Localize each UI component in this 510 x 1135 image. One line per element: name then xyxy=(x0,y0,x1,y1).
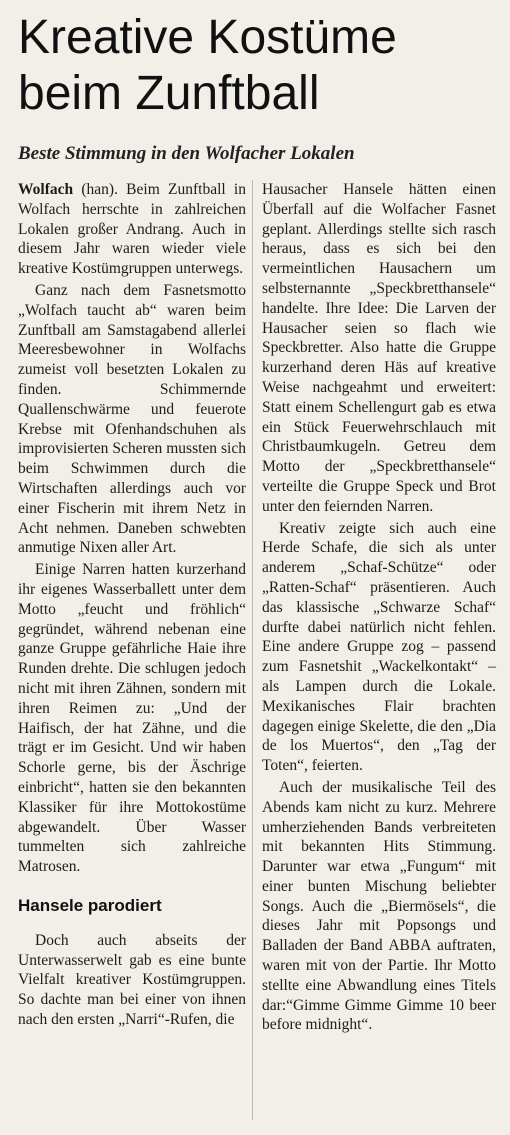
section-heading: Hansele parodiert xyxy=(18,895,162,915)
subheadline: Beste Stimmung in den Wolfacher Lokalen xyxy=(18,143,355,164)
body-paragraph: Hausacher Hansele hätten einen Überfall auf die Wolfacher Fasnet geplant. Allerdings stellte sich rasch heraus, dass es sich bei den vermeintlichen Hausachern um selbsternannte „Speckbretthansele“ handelte. Ihre Idee: Die Larven der Hausacher seien so flach wie Speckbretter. Also hatte die Gruppe kurzerhand deren Häs auf kreative Weise nachgeahmt und erweitert: Statt einem Schellengurt gab es etwa ein Stück Feuerwehrschlauch mit Christbaumkugeln. Getreu dem Motto der „Speckbretthansele“ verteilte die Gruppe Speck und Brot unter den feiernden Narren. xyxy=(262,181,496,515)
intro-text: (han). Beim Zunftball in Wolfach herrschte in zahlreichen Lokalen großer Andrang. Auch in diesem Jahr waren wieder viele kreative Kostümgruppen unterwegs. xyxy=(18,181,246,278)
body-paragraph: Doch auch abseits der Unterwasserwelt gab es eine bunte Vielfalt kreativer Kostümgruppen. So dachte man bei einer von ihnen nach den ersten „Narri“-Rufen, die xyxy=(18,931,246,1029)
body-paragraph: Ganz nach dem Fasnetsmotto „Wolfach taucht ab“ waren beim Zunftball am Samstagabend allerlei Meeresbewohner in Wolfachs zumeist voll besetzten Lokalen zu finden. Schimmernde Quallenschwärme und feuerote Krebse mit Ofenhandschuhen als improvisierten Scheren mussten sich beim Schwimmen durch die Wirtschaften allerdings auch vor einer Fischerin mit ihrem Netz in Acht nehmen. Daneben schwebten anmutige Nixen aller Art. xyxy=(18,281,246,557)
body-paragraph: Auch der musikalische Teil des Abends kam nicht zu kurz. Mehrere umherziehenden Bands verbreiteten mit bekannten Hits Stimmung. Darunter war etwa „Fungum“ mit einer bunten Mischung beliebter Songs. Auch die „Biermösels“, die dieses Jahr mit Popsongs und Balladen der Band ABBA auftraten, waren mit von der Partie. Ihr Motto stellte eine Abwandlung eines Titels dar:“Gimme Gimme Gimme 10 beer before midnight“. xyxy=(262,778,496,1034)
column-divider xyxy=(252,180,253,1120)
headline: Kreative Kostüme beim Zunftball xyxy=(18,11,397,120)
left-column xyxy=(18,180,246,1030)
dateline: Wolfach xyxy=(18,181,74,198)
body-paragraph: Einige Narren hatten kurzerhand ihr eigenes Wasserballett unter dem Motto „feucht und fröhlich“ gegründet, während nebenan eine ganze Gruppe gefährliche Haie ihre Runden drehte. Die schlugen jedoch nicht mit ihren Zähnen, sondern mit ihren Reimen zu: „Und der Haifisch, der hat Zähne, und die trägt er im Gesicht. Und wir haben Schorle gerne, bis der Äschrige einbricht“, hatten sie den bekannten Klassiker für ihre Mottokostüme abgewandelt. Über Wasser tummelten sich zahlreiche Matrosen. xyxy=(18,561,246,876)
body-paragraph: Kreativ zeigte sich auch eine Herde Schafe, die sich als unter anderem „Schaf-Schütze“ oder „Ratten-Schaf“ präsentieren. Auch das klassische „Schwarze Schaf“ durfte dabei natürlich nicht fehlen. Eine andere Gruppe zog – passend zum Fasnetshit „Wackelkontakt“ – als Lampen durch die Lokale. Mexikanisches Flair brachten dagegen einige Skelette, die den „Dia de los Muertos“, den „Tag der Toten“, feierten. xyxy=(262,519,496,775)
intro-paragraph xyxy=(18,180,246,279)
right-column xyxy=(262,180,496,1035)
